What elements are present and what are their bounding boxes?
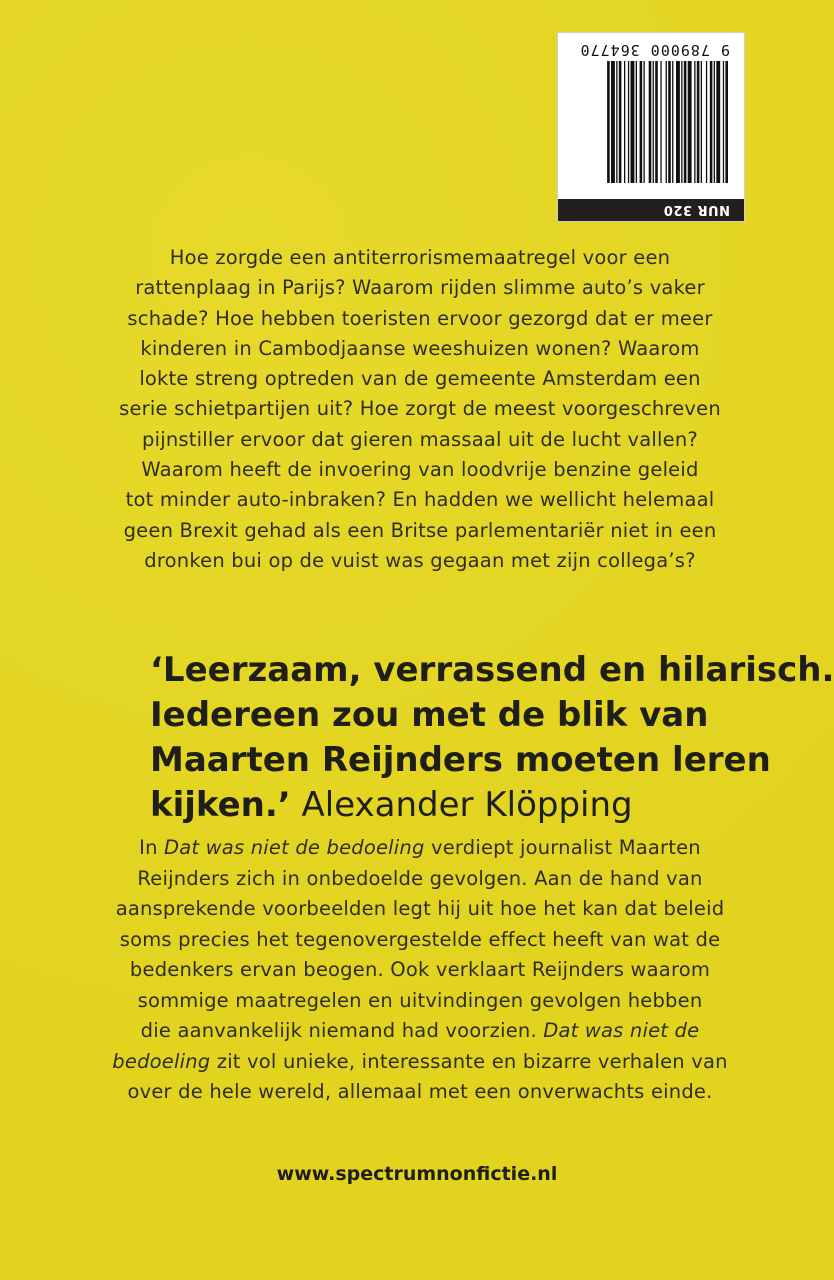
barcode-bar bbox=[616, 61, 617, 183]
barcode-bar bbox=[619, 61, 622, 183]
barcode-bars bbox=[570, 61, 728, 183]
body-line: bedenkers ervan beogen. Ook verklaart Reijnders waarom bbox=[129, 958, 711, 981]
barcode-bar bbox=[668, 61, 671, 183]
quote-line: ‘Leerzaam, verrassend en hilarisch. bbox=[150, 650, 834, 690]
intro-line: schade? Hoe hebben toeristen ervoor gezorgd dat er meer bbox=[127, 306, 713, 330]
intro-line: pijnstiller ervoor dat gieren massaal uit de lucht vallen? bbox=[142, 427, 698, 451]
body-line: Reijnders zich in onbedoelde gevolgen. Aan de hand van bbox=[137, 866, 703, 890]
barcode-bar bbox=[694, 61, 695, 183]
barcode-bar bbox=[676, 61, 680, 183]
body-line: aansprekende voorbeelden legt hij uit hoe het kan dat beleid bbox=[115, 897, 725, 920]
barcode-bar bbox=[636, 61, 637, 183]
barcode-bar bbox=[716, 61, 720, 183]
body-line: over de hele wereld, allemaal met een onverwachts einde. bbox=[127, 1080, 713, 1103]
quote-line: kijken.’ bbox=[150, 785, 291, 825]
nur-code: NUR 320 bbox=[558, 199, 744, 221]
body-text: In bbox=[139, 836, 165, 859]
barcode-bar bbox=[723, 61, 724, 183]
isbn-number: 9 789000 364770 bbox=[579, 41, 730, 59]
barcode-bar bbox=[666, 61, 667, 183]
review-quote bbox=[150, 648, 834, 828]
barcode-bar bbox=[672, 61, 673, 183]
barcode-bar bbox=[684, 61, 687, 183]
barcode-bar bbox=[653, 61, 654, 183]
barcode-bar bbox=[631, 61, 635, 183]
barcode-bar bbox=[611, 61, 615, 183]
barcode-bar bbox=[624, 61, 625, 183]
intro-line: geen Brexit gehad als een Britse parlementariër niet in een bbox=[123, 518, 717, 542]
book-title: Dat was niet de bedoeling bbox=[164, 836, 425, 859]
intro-paragraph bbox=[90, 243, 750, 576]
book-title: bedoeling bbox=[112, 1049, 211, 1073]
intro-line: tot minder auto-inbraken? En hadden we wellicht helemaal bbox=[125, 488, 715, 512]
barcode-bar bbox=[655, 61, 658, 183]
barcode-bar bbox=[681, 61, 682, 183]
body-text: zit vol unieke, interessante en bizarre verhalen van bbox=[210, 1049, 728, 1073]
barcode-bar bbox=[710, 61, 713, 183]
publisher-website[interactable]: www.spectrumnonfictie.nl bbox=[276, 1163, 558, 1185]
intro-line: dronken bui op de vuist was gegaan met zijn collega’s? bbox=[144, 548, 696, 572]
barcode-background bbox=[557, 32, 745, 222]
intro-line: Waarom heeft de invoering van loodvrije benzine geleid bbox=[141, 458, 699, 482]
book-title: Dat was niet de bbox=[543, 1019, 700, 1042]
barcode-bar bbox=[725, 61, 728, 183]
intro-line: Hoe zorgde een antiterrorismemaatregel voor een bbox=[169, 246, 671, 269]
body-text: verdiept journalist Maarten bbox=[424, 836, 701, 859]
barcode-bar bbox=[644, 61, 645, 183]
barcode-bar bbox=[697, 61, 700, 183]
intro-line: lokte streng optreden van de gemeente Amsterdam een bbox=[139, 367, 701, 391]
barcode-bar bbox=[701, 61, 702, 183]
barcode-bar bbox=[714, 61, 715, 183]
body-line: sommige maatregelen en uitvindingen gevolgen hebben bbox=[137, 988, 703, 1012]
quote-line: Iedereen zou met de blik van bbox=[150, 695, 709, 735]
quote-line: Maarten Reijnders moeten leren bbox=[150, 740, 771, 780]
description-paragraph bbox=[90, 833, 750, 1108]
intro-line: rattenplaag in Parijs? Waarom rijden slimme auto’s vaker bbox=[135, 276, 705, 300]
body-line: soms precies het tegenovergestelde effect heeft van wat de bbox=[119, 927, 721, 951]
barcode-bar bbox=[688, 61, 692, 183]
intro-line: kinderen in Cambodjaanse weeshuizen wonen? Waarom bbox=[140, 336, 700, 360]
barcode-bar bbox=[628, 61, 629, 183]
barcode-bar bbox=[706, 61, 707, 183]
quote-author: Alexander Klöpping bbox=[301, 785, 633, 825]
body-text: die aanvankelijk niemand had voorzien. bbox=[140, 1019, 544, 1042]
barcode-bar bbox=[660, 61, 661, 183]
barcode-bar bbox=[607, 61, 610, 183]
intro-line: serie schietpartijen uit? Hoe zorgt de meest voorgeschreven bbox=[119, 397, 721, 421]
barcode-label bbox=[557, 32, 745, 222]
barcode-bar bbox=[649, 61, 652, 183]
barcode-bar bbox=[640, 61, 643, 183]
